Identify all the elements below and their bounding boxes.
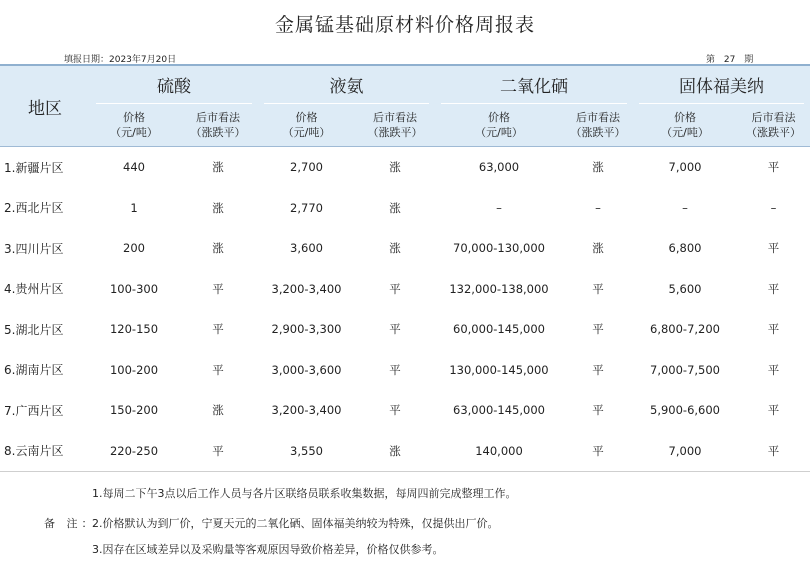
outlook-cell: 平 [737, 431, 810, 472]
outlook-cell: 平 [178, 431, 258, 472]
group-label: 二氧化硒 [441, 66, 627, 104]
price-header: 价格 （元/吨） [633, 104, 737, 147]
outlook-header: 后市看法 （涨跌平） [355, 104, 435, 147]
price-cell: 3,000-3,600 [271, 362, 342, 377]
outlook-header: 后市看法 （涨跌平） [737, 104, 810, 147]
outlook-cell: 平 [389, 281, 401, 296]
table-row [0, 147, 810, 188]
table-body [0, 147, 810, 472]
price-cell: 6,800 [668, 241, 702, 256]
outlook-cell: 平 [592, 362, 604, 377]
region-cell: 8.云南片区 [0, 431, 90, 472]
price-cell: 3,600 [290, 241, 323, 256]
price-cell: 63,000 [478, 160, 520, 175]
price-cell: 120-150 [109, 322, 159, 337]
outlook-cell: 平 [212, 281, 224, 296]
price-cell: 440 [123, 160, 145, 175]
table-row [0, 269, 810, 310]
price-cell: 70,000-130,000 [453, 241, 545, 256]
outlook-cell: – [595, 200, 601, 215]
group-header [633, 65, 810, 104]
outlook-cell: 涨 [212, 200, 224, 215]
price-cell: – [682, 200, 688, 215]
price-cell: 130,000-145,000 [449, 362, 549, 377]
outlook-cell: 平 [767, 322, 780, 337]
outlook-cell: 涨 [592, 160, 604, 175]
note-item: 2.价格默认为到厂价，宁夏天元的二氧化硒、固体福美纳较为特殊，仅提供出厂价。 [92, 517, 499, 530]
outlook-cell: 涨 [592, 241, 604, 256]
region-cell: 2.西北片区 [4, 201, 64, 216]
outlook-cell: 涨 [389, 200, 401, 215]
issue-suffix: 期 [744, 55, 754, 65]
price-cell: 150-200 [109, 403, 159, 418]
outlook-cell: 平 [767, 241, 780, 256]
fill-date: 填报日期：2023年7月20日 [64, 55, 177, 65]
issue-value: 27 [723, 55, 736, 65]
price-cell: 2,700 [290, 160, 323, 175]
price-cell: 100-300 [109, 281, 159, 296]
outlook-cell: 平 [767, 160, 780, 175]
price-cell: 1 [130, 200, 138, 215]
outlook-cell: 平 [212, 362, 224, 377]
table-row [0, 309, 810, 350]
price-cell: 2,900-3,300 [271, 322, 342, 337]
group-header [435, 65, 633, 104]
price-cell: 100-200 [109, 362, 159, 377]
outlook-cell: 平 [592, 322, 604, 337]
region-cell: 4.贵州片区 [4, 282, 64, 297]
region-cell: 7.广西片区 [4, 403, 64, 418]
outlook-cell: 涨 [389, 160, 401, 175]
price-cell: 3,550 [258, 431, 355, 472]
outlook-cell: 平 [563, 431, 633, 472]
price-cell: 3,200-3,400 [271, 281, 342, 296]
outlook-cell: 平 [767, 403, 780, 418]
outlook-cell: 涨 [355, 431, 435, 472]
price-cell: 220-250 [90, 431, 178, 472]
table-row [0, 188, 810, 229]
table-row [0, 350, 810, 391]
price-header: 价格 （元/吨） [258, 104, 355, 147]
notes-label: 备 注： [44, 517, 97, 530]
outlook-header: 后市看法 （涨跌平） [563, 104, 633, 147]
report-title: 金属锰基础原材料价格周报表 [274, 14, 535, 36]
price-header: 价格 （元/吨） [90, 104, 178, 147]
price-cell: 7,000 [633, 431, 737, 472]
outlook-cell: 平 [212, 322, 224, 337]
table-row [0, 228, 810, 269]
price-header: 价格 （元/吨） [435, 104, 563, 147]
outlook-cell: 平 [767, 362, 780, 377]
outlook-cell: 平 [389, 403, 401, 418]
outlook-cell: 平 [592, 403, 604, 418]
header-row-sub [0, 104, 810, 147]
outlook-cell: 涨 [212, 403, 224, 418]
region-header: 地区 [0, 65, 90, 147]
price-cell: 7,000 [668, 160, 702, 175]
table-row [0, 390, 810, 431]
outlook-cell: 涨 [212, 241, 224, 256]
price-cell: 140,000 [435, 431, 563, 472]
group-header [90, 65, 258, 104]
region-cell: 3.四川片区 [4, 241, 64, 256]
price-cell: 2,770 [290, 200, 323, 215]
price-cell: 132,000-138,000 [449, 281, 549, 296]
outlook-cell: 平 [389, 362, 401, 377]
outlook-header: 后市看法 （涨跌平） [178, 104, 258, 147]
price-cell: 7,000-7,500 [650, 362, 720, 377]
outlook-cell: 平 [767, 281, 780, 296]
table-row [0, 431, 810, 472]
price-cell: 3,200-3,400 [271, 403, 342, 418]
outlook-cell: 涨 [389, 241, 401, 256]
header-row-groups [0, 65, 810, 104]
price-table [0, 64, 810, 472]
outlook-cell: 平 [592, 281, 604, 296]
price-cell: – [496, 200, 502, 215]
region-cell: 6.湖南片区 [4, 363, 64, 378]
group-label: 液氨 [264, 66, 429, 104]
group-label: 固体福美纳 [639, 66, 804, 104]
price-cell: 200 [123, 241, 145, 256]
price-cell: 5,600 [668, 281, 702, 296]
region-cell: 1.新疆片区 [4, 160, 64, 175]
note-item: 3.因存在区域差异以及采购量等客观原因导致价格差异，价格仅供参考。 [92, 543, 444, 556]
outlook-cell: 平 [389, 322, 401, 337]
outlook-cell: 涨 [212, 160, 224, 175]
issue-prefix: 第 [706, 55, 716, 65]
note-item: 1.每周二下午3点以后工作人员与各片区联络员联系收集数据，每周四前完成整理工作。 [92, 487, 517, 500]
price-cell: 63,000-145,000 [453, 403, 545, 418]
price-cell: 6,800-7,200 [650, 322, 720, 337]
region-cell: 5.湖北片区 [4, 322, 64, 337]
group-label: 硫酸 [96, 66, 252, 104]
outlook-cell: – [770, 200, 777, 215]
group-header [258, 65, 435, 104]
price-cell: 60,000-145,000 [453, 322, 545, 337]
price-cell: 5,900-6,600 [650, 403, 720, 418]
